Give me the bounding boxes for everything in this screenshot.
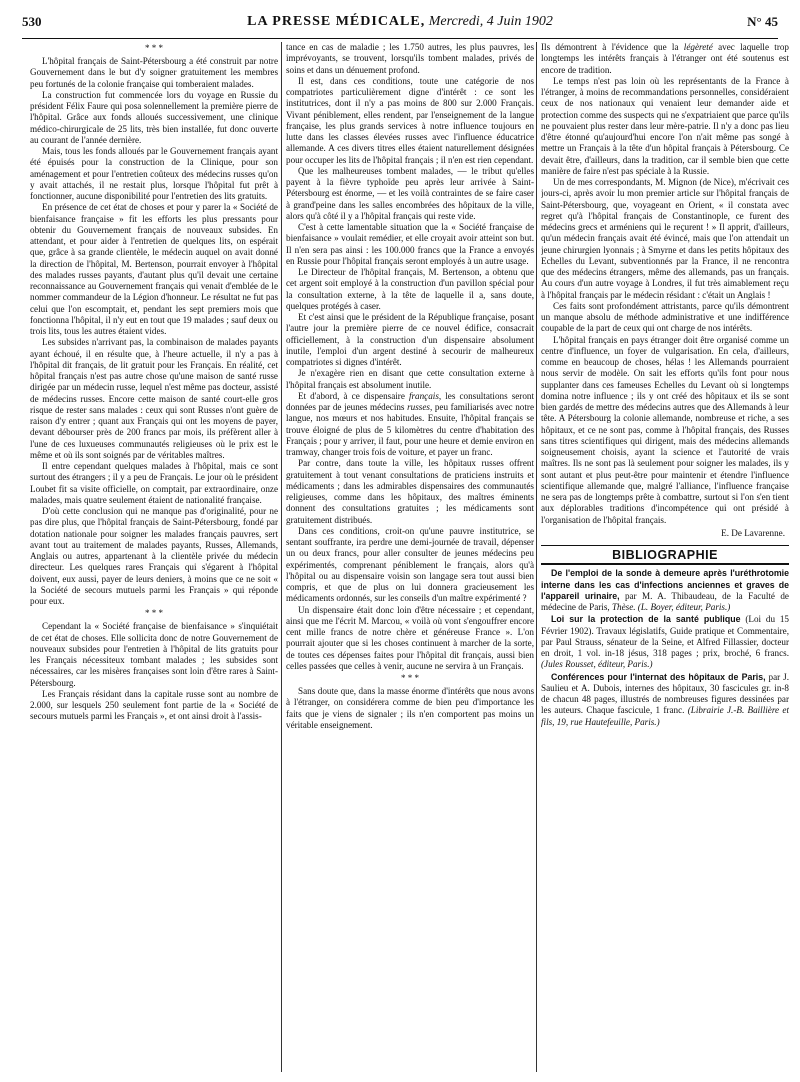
paragraph: Et c'est ainsi que le président de la République française, posant l'autre jour la première pierre de ce nouvel édifice, consacrait officiellement, à la construction d'un dispensaire absolument inutile, l'emploi d'un argent destiné à secourir de malheureux compatriotes si dignes d'intérêt. xyxy=(286,312,534,367)
paragraph: tance en cas de maladie ; les 1.750 autres, les plus pauvres, les imprévoyants, se trouvent, lorsqu'ils tombent malades, privés de soins et dans un dénuement profond. xyxy=(286,42,534,75)
section-ornament: * * * xyxy=(401,673,419,683)
entry-title: Loi sur la protection de la santé publique xyxy=(551,614,741,625)
bibliography-entry xyxy=(541,568,789,613)
paragraph: La construction fut commencée lors du voyage en Russie du président Félix Faure qui posa solennellement la première pierre de l'hôpital. Grâce aux fonds alloués successivement, une clinique médico-chirurgicale de 25 lits, très bien installée, fut donc ouverte au courant de l'année dernière. xyxy=(30,89,278,145)
bibliography-entry xyxy=(541,672,789,728)
paragraph: Un de mes correspondants, M. Mignon (de Nice), m'écrivait ces jours-ci, après avoir lu mon premier article sur l'hôpital français de Saint-Pétersbourg, que, voyageant en Orient, « il constata avec regret qu'à l'hôpital français de Constantinople, ce furent des médecins grecs et arméniens qui le reçurent ! » Il apprit, d'ailleurs, qu'un médecin français avait été évincé, mais que l'on attendait un jeune chirurgien lyonnais ; à Smyrne et dans les petits hôpitaux des Echelles du Levant, subventionnés par la France, il ne rencontra que des médecins étrangers, même des allemands, pas un français. Au cours d'un autre voyage à Londres, il fut très aimablement reçu à l'hôpital français par le médecin résidant : c'était un Anglais ! xyxy=(541,177,789,300)
text-run: , les consultations seront données par de jeunes médecins xyxy=(286,390,534,412)
text-run: avec laquelle trop longtemps les intérêts français à l'étranger ont été soutenus est encore de tradition. xyxy=(541,42,789,75)
text-run: Et d'abord, à ce dispensaire xyxy=(298,390,409,401)
entry-title: Conférences pour l'internat des hôpitaux de Paris, xyxy=(551,671,766,682)
entry-details: par J. Saulieu et A. Dubois, internes des hôpitaux, 30 fascicules gr. in-8 de chacun 48 pages, illustrés de nombreuses figures dessinées par les auteurs. Chaque fascicule, 1 franc. xyxy=(541,671,789,716)
running-title xyxy=(22,14,778,30)
column-rule-1 xyxy=(281,42,282,1072)
author-signature: E. De Lavarenne. xyxy=(721,527,785,538)
bibliography-list xyxy=(541,568,789,728)
bibliography-entry xyxy=(541,614,789,670)
column-1 xyxy=(30,42,278,1076)
paragraph: Je n'exagère rien en disant que cette consultation externe à l'hôpital français est absolument inutile. xyxy=(286,368,534,390)
paragraph: Mais, tous les fonds alloués par le Gouvernement français ayant été épuisés pour la construction de la Clinique, pour son aménagement et pour l'entretien coûteux des médecins russes qu'on y avait attachés, il ne restait plus, lorsque l'hôpital fut prêt à fonctionner, aucune disponibilité pour l'entretien des lits gratuits. xyxy=(30,146,278,201)
section-rule xyxy=(541,545,789,546)
section-rule-thick xyxy=(541,563,789,565)
section-ornament: * * * xyxy=(145,608,163,619)
paragraph: C'est à cette lamentable situation que la « Société française de bienfaisance » voulait remédier, et elle croyait avoir atteint son but. Il n'en sera pas ainsi : les 100.000 francs que la France a envoyés en Russie pour l'hôpital français seront employés à un autre usage. xyxy=(286,222,534,266)
entry-details: (Loi du 15 Février 1902). Travaux législatifs, Guide pratique et Commentaire, par Paul Strauss, sénateur de la Seine, et Alfred Fillassier, docteur en droit, 1 vol. in-18 jésus, 318 pages ; prix, broché, 6 francs. xyxy=(541,614,789,658)
text-run: , peu familiarisés avec notre langue, nos mœurs et nos habitudes. Ensuite, l'hôpital français se trouve éloigné de plus de 5 kilomètres du centre d'habitation des Français ; pour y arriver, il faut, pour une heure et demie environ en tramway, changer trois fois de voiture, et payer un franc. xyxy=(286,402,534,457)
paragraph: Les subsides n'arrivant pas, la combinaison de malades payants ayant échoué, il en résulte que, à l'heure actuelle, il n'y a pas à l'hôpital dit français, de lit gratuit pour les Français. En réalité, cet hôpital français n'est pas autre chose qu'une maison de santé russe dirigée par un médecin russe, lequel n'est même pas docteur, assisté de médecins russes. Encore cette maison de santé court-elle gros risque de rester sans malades : ceux qui sont Russes n'ont guère de raison d'y entrer ; quant aux Français qui ont les moyens de payer, devant débourser près de 200 francs par mois, ils préfèrent aller à l'une de ces luxueuses communautés religieuses où le prix est le même et où ils sont soignés par de véritables maîtres. xyxy=(30,337,278,460)
italic-text: russes xyxy=(407,402,430,412)
paragraph: L'hôpital français en pays étranger doit être organisé comme un centre d'influence, un foyer de vulgarisation. En cela, d'ailleurs, comme en beaucoup de choses, hélas ! les Allemands pourraient nous servir de modèle. On sait les efforts qu'ils font pour nous supplanter dans ces fameuses Echelles du Levant où si longtemps domina notre influence ; ils y ont créé des hôpitaux et ils se sont bien gardés de mettre des médecins autres que des Allemands à leur tête. A Pétersbourg la colonie allemande, nombreuse et riche, a ses hôpitaux, et ce ne sont pas, comme à l'hôpital français, des Russes sans titres scientifiques qui dirigent, mais des médecins allemands soigneusement choisis, ayant la science et l'autorité de vrais maîtres. Ils ne sont pas là seulement pour soigner les malades, ils y sont autant et plus peut-être pour maintenir et étendre l'influence scientifique allemande que, malgré l'alliance, l'influence française ne sera pas de longtemps prête à combattre, surtout si l'on s'en tient aux déplorables traditions d'incompétence qui ont présidé à l'organisation de l'hôpital français. xyxy=(541,334,789,525)
paragraph: Le temps n'est pas loin où les représentants de la France à l'étranger, à moins de recommandations personnelles, considéraient ceux de nos nationaux qui venaient leur demander aide et protection comme des suspects qui ne s'expatriaient que parce qu'ils ne pouvaient plus rester dans leur mère-patrie. Il n'y a donc pas lieu d'être étonné qu'aujourd'hui encore l'on n'ait même pas songé à mettre un Français à la tête d'un hôpital français à Pétersbourg. Ce devait être, d'ailleurs, dans la tradition, car il semble bien que cette manière de faire n'est pas spéciale à la Russie. xyxy=(541,75,789,176)
entry-publisher: (Librairie J.-B. Baillière et fils, 19, rue Hautefeuille, Paris.) xyxy=(541,705,789,727)
paragraph xyxy=(286,391,534,459)
page-header xyxy=(22,14,778,39)
italic-text: français xyxy=(408,390,439,401)
entry-publisher: (Jules Rousset, éditeur, Paris.) xyxy=(541,659,653,670)
paragraph: Un dispensaire était donc loin d'être nécessaire ; et cependant, ainsi que me l'écrit M. Marcou, « voilà où vont s'engouffrer encore cent mille francs de notre chère et généreuse France ». L'on pourrait ajouter que si les choses continuent à marcher de la sorte, de toutes ces dépenses faites pour l'hôpital dit français, aussi bien celles passées que celles à venir, aucune ne servira à un Français. xyxy=(286,604,534,671)
entry-title: De l'emploi de la sonde à demeure après l'uréthrotomie interne dans les cas d'infections anciennes et graves de l'appareil urinaire, xyxy=(541,568,789,601)
paragraph: Il entre cependant quelques malades à l'hôpital, mais ce sont surtout des étrangers ; il y a peu de Français. Le jour où le président Loubet fit sa visite officielle, on comptait, par extraordinaire, onze malades, mais quatre seulement étaient de nationalité française. xyxy=(30,461,278,505)
entry-details: par M. A. Thibaudeau, de la Faculté de médecine de Paris, xyxy=(541,590,789,612)
paragraph xyxy=(541,42,789,76)
column-rule-2 xyxy=(536,42,537,1072)
issue-date: Mercredi, 4 Juin 1902 xyxy=(428,14,553,29)
paragraph: Il est, dans ces conditions, toute une catégorie de nos compatriotes particulièrement digne d'intérêt : ce sont les institutrices, dont il n'y a pas moins de 800 sur 2.000 Français. Vivant péniblement, elles rendent, par l'enseignement de la langue française, les plus grands services à notre influence toujours en lutte dans les classes élevées russes avec l'influence éducatrice allemande. A ces divers titres elles étaient naturellement désignées pour occuper les lits de l'hôpital français ; il n'en est rien cependant. xyxy=(286,75,534,165)
paragraph: L'hôpital français de Saint-Pétersbourg a été construit par notre Gouvernement dans le but d'y soigner gratuitement les membres peu fortunés de la colonie française qui tomberaient malades. xyxy=(30,56,278,89)
issue-number: N° 45 xyxy=(747,14,778,29)
column-2 xyxy=(286,42,534,1076)
entry-publisher: Thèse. (L. Boyer, éditeur, Paris.) xyxy=(611,602,731,612)
paragraph: Les Français résidant dans la capitale russe sont au nombre de 2.000, sur lesquels 250 seulement font partie de la « Société de secours mutuels parmi les Français », et ont ainsi droit à l'assis- xyxy=(30,688,278,722)
paragraph: Le Directeur de l'hôpital français, M. Bertenson, a obtenu que cet argent soit employé à la construction d'un pavillon spécial pour la consultation externe, à la tête de laquelle il a, sans doute, quelques protégés à caser. xyxy=(286,267,534,311)
paragraph: Par contre, dans toute la ville, les hôpitaux russes offrent gratuitement à tout venant consultations de praticiens instruits et médicaments ; dans les admirables dispensaires des communautés religieuses, comme dans les hôpitaux, des maîtres éminents donnent des consultations gratuites ; les médicaments sont gratuitement distribués. xyxy=(286,458,534,525)
page-number: 530 xyxy=(22,14,42,29)
paragraph: D'où cette conclusion qui ne manque pas d'originalité, pour ne pas dire plus, que l'hôpital français de Saint-Pétersbourg, fondé par dotation nationale pour soigner les malades français pauvres, sert avant tout au traitement de malades payants, Russes, Allemands, Anglais ou autres, appartenant à la clientèle privée du médecin directeur. Les quelques rares Français qui s'égarent à l'hôpital doivent, eux aussi, payer de leurs deniers, à moins que ce ne soit « la Société de secours mutuels parmi les Français » qui réponde pour eux. xyxy=(30,506,278,606)
journal-name: LA PRESSE MÉDICALE, xyxy=(247,14,426,29)
paragraph: Ces faits sont profondément attristants, parce qu'ils démontrent un manque absolu de méthode administrative et une indifférence coupable de la part de ceux qui ont charge de nos intérêts. xyxy=(541,300,789,334)
paragraph: Dans ces conditions, croit-on qu'une pauvre institutrice, se sentant souffrante, ira perdre une demi-journée de travail, dépenser un ou deux francs, pour aller consulter de jeunes médecins peu expérimentés, comprenant péniblement le français, alors qu'à l'hôpital ou au dispensaire voisin son langage sera tout aussi bien compris, et que de plus on lui donnera gracieusement les médicaments ordonnés, sur les conseils d'un maître expérimenté ? xyxy=(286,525,534,604)
paragraph: Que les malheureuses tombent malades, — le tribut qu'elles payent à la fièvre typhoïde peu après leur arrivée à Saint-Pétersbourg est énorme, — et les voilà contraintes de se faire caser à grand'peine dans les salles encombrées des hôpitaux de la ville, alors qu'à côté il y a l'hôpital français qui reste vide. xyxy=(286,165,534,221)
section-ornament: * * * xyxy=(145,43,163,53)
paragraph: Cependant la « Société française de bienfaisance » s'inquiétait de cet état de choses. Elle sollicita donc de notre Gouvernement de nouveaux subsides pour l'entretien à l'hôpital de lits gratuits pour les Français nécessiteux tombant malades ; les subsides sont nécessaires, car les misères françaises sont loin d'être rares à Saint-Pétersbourg. xyxy=(30,621,278,688)
bibliography-heading: BIBLIOGRAPHIE xyxy=(612,548,718,562)
column-3 xyxy=(541,42,789,1076)
paragraph: En présence de cet état de choses et pour y parer la « Société de bienfaisance française » fit les efforts les plus pressants pour obtenir du Gouvernement français de nouveaux subsides. En attendant, et pour aider à l'entretien de quelques lits, on espérait que, grâce à sa grande clientèle, le médecin auquel on avait donné la direction de l'hôpital, M. Bertenson, pourrait envoyer à l'hôpital des malades russes payants, d'autant plus qu'il devait une certaine reconnaissance au Gouvernement français qui venait d'emblée de le nommer commandeur de la Légion d'honneur. Le résultat ne fut pas celui que l'on escomptait, et, pendant les sept premiers mois que fonctionna l'hôpital, il n'y eut en tout que 19 malades ; sauf deux ou trois lits, tous les autres étaient vides. xyxy=(30,202,278,336)
paragraph: Sans doute que, dans la masse énorme d'intérêts que nous avons à l'étranger, on considérera comme de bien peu d'importance les faits que je viens de signaler ; ils n'en comportent pas moins un véritable enseignement. xyxy=(286,686,534,730)
italic-text: légèreté xyxy=(683,42,713,52)
text-run: Ils démontrent à l'évidence que la xyxy=(541,42,684,52)
